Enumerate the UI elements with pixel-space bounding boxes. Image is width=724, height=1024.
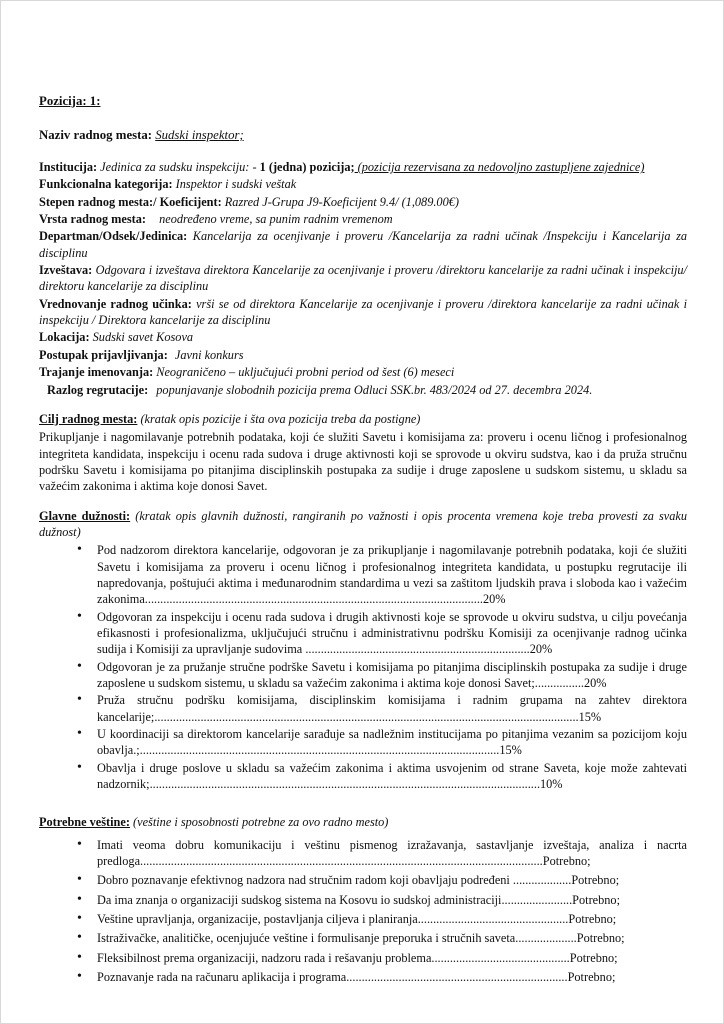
- skills-list: [39, 837, 687, 986]
- purpose-heading: [39, 411, 687, 427]
- position-heading: Pozicija: 1:: [39, 94, 101, 108]
- field-razlog-regrutacije: [39, 382, 687, 398]
- field-institucija-label: Institucija:: [39, 160, 98, 175]
- duties-label: Glavne dužnosti:: [39, 508, 131, 523]
- skills-heading: [39, 814, 687, 830]
- field-stepen-koeficijent-label: Stepen radnog mesta:/ Koeficijent:: [39, 194, 222, 209]
- field-izvestava-label: Izveštava:: [39, 263, 93, 278]
- list-item: • Imati veoma dobru komunikaciju i veštinu pismenog izražavanja, sastavljanje izveštaja, analiza i nacrta predloga...................................................................................................................................Potrebno;: [75, 837, 687, 870]
- list-item: • Poznavanje rada na računaru aplikacija i programa........................................................................Potrebno;: [75, 969, 687, 985]
- field-funkcionalna-kategorija-label: Funkcionalna kategorija:: [39, 177, 173, 192]
- list-item: • Odgovoran za inspekciju i ocenu rada sudova i drugih aktivnosti koje se sprovode u okviru sudstva, u cilju povećanja efikasnosti i profesionalizma, uključujući stručnu i administrativnu podršku Komisiji za ocenjivanje radnog učinka sudija i Komisiji za upravljanje sudovima .........................................................................20%: [75, 609, 687, 658]
- list-item: • U koordinaciji sa direktorom kancelarije sarađuje sa nadležnim institucijama po pitanjima vezanim sa pozicijom koju obavlja.;.....................................................................................................................15%: [75, 726, 687, 759]
- list-item: • Pruža stručnu podršku komisijama, disciplinskim komisijama i radnim grupama na zahtev direktora kancelarije;..........................................................................................................................................15%: [75, 692, 687, 725]
- field-departman-label: Departman/Odsek/Jedinica:: [39, 229, 188, 244]
- list-item: • Veštine upravljanja, organizacije, postavljanja ciljeva i planiranja.................................................Potrebno;: [75, 911, 687, 927]
- field-trajanje-imenovanja-label: Trajanje imenovanja:: [39, 365, 154, 380]
- skills-note: (veštine i sposobnosti potrebne za ovo radno mesto): [133, 815, 389, 830]
- job-title-label: Naziv radnog mesta:: [39, 128, 153, 143]
- purpose-label: Cilj radnog mesta:: [39, 411, 138, 426]
- document-body: [39, 93, 687, 986]
- field-razlog-regrutacije-value: popunjavanje slobodnih pozicija prema Odluci SSK.br. 483/2024 od 27. decembra 2024.: [156, 382, 593, 397]
- field-trajanje-imenovanja-value: Neograničeno – uključujući probni period od šest (6) meseci: [156, 365, 455, 380]
- field-vrednovanje-value: vrši se od direktora Kancelarije za ocenjivanje i proveru /direktora kancelarije za radni učinak i inspekciju / Direktora kancelarije za disciplinu: [39, 296, 687, 328]
- list-item: • Odgovoran je za pružanje stručne podrške Savetu i komisijama po pitanjima disciplinskih postupaka za sudije i druge zaposlene u sudskom sistemu, u skladu sa važećim zakonima i aktima koje donosi Savet;................20%: [75, 659, 687, 692]
- job-title-row: [39, 127, 687, 144]
- field-vrednovanje-label: Vrednovanje radnog učinka:: [39, 296, 192, 311]
- field-postupak-prijavljivanja-value: Javni konkurs: [174, 347, 244, 362]
- purpose-text: Prikupljanje i nagomilavanje potrebnih podataka, koji će služiti Savetu i komisijama za: proveru i ocenu ličnog i profesionalnog integriteta kandidata, inspekciju i ocenu rada sudova i druge aktivnosti koji se sprovode u okviru sudstva, kao i da pruža stručnu podršku Savetu i komisijama po pitanjima disciplinskih postupaka za sudije i druge zaposlene u sudskom sistemu, u skladu sa važećim zakonima i aktima koje donosi Savet.: [39, 430, 687, 494]
- list-item: • Obavlja i druge poslove u skladu sa važećim zakonima i aktima usvojenim od strane Saveta, koje može zahtevati nadzornik;...............................................................................................................................10%: [75, 760, 687, 793]
- field-vrsta-radnog-mesta-value: neodređeno vreme, sa punim radnim vremenom: [159, 212, 393, 227]
- field-postupak-prijavljivanja: [39, 347, 687, 363]
- list-item: • Fleksibilnost prema organizaciji, nadzoru rada i rešavanju problema.............................................Potrebno;: [75, 950, 687, 966]
- field-lokacija: [39, 329, 687, 345]
- field-institucija-value-note: (pozicija rezervisana za nedovoljno zastupljene zajednice): [354, 160, 645, 175]
- field-institucija-value-bold: 1 (jedna) pozicija;: [259, 160, 355, 175]
- field-funkcionalna-kategorija: [39, 176, 687, 192]
- list-item: • Da ima znanja o organizaciji sudskog sistema na Kosovu io sudskoj administraciji.......................Potrebno;: [75, 892, 687, 908]
- field-postupak-prijavljivanja-label: Postupak prijavljivanja:: [39, 347, 168, 362]
- field-razlog-regrutacije-label: Razlog regrutacije:: [47, 382, 149, 397]
- field-vrednovanje: [39, 296, 687, 329]
- field-vrsta-radnog-mesta: [39, 211, 687, 227]
- duties-heading: [39, 508, 687, 541]
- field-lokacija-value: Sudski savet Kosova: [92, 330, 194, 345]
- duties-note: (kratak opis glavnih dužnosti, rangiranih po važnosti i opis procenta vremena koje treba provesti za svaku dužnost): [39, 508, 688, 539]
- field-institucija: [39, 159, 687, 175]
- field-izvestava-value: Odgovara i izveštava direktora Kancelarije za ocenjivanje i proveru /direktoru kancelarije za radni učinak i inspekciju/ direktoru kancelarije za disciplinu: [39, 263, 687, 294]
- skills-label: Potrebne veštine:: [39, 815, 130, 830]
- duties-list: [39, 542, 687, 792]
- field-stepen-koeficijent-value: Razred J-Grupa J9-Koeficijent 9.4/ (1,089.00€): [224, 194, 459, 209]
- field-stepen-koeficijent: [39, 194, 687, 210]
- field-funkcionalna-kategorija-value: Inspektor i sudski veštak: [175, 177, 297, 192]
- list-item: • Istraživačke, analitičke, ocenjujuće veštine i formulisanje preporuka i stručnih saveta....................Potrebno;: [75, 930, 687, 946]
- field-departman-value: Kancelarija za ocenjivanje i proveru /Kancelarija za radni učinak /Inspekciju i Kancelarija za disciplinu: [39, 229, 687, 260]
- list-item: • Pod nadzorom direktora kancelarije, odgovoran je za prikupljanje i nagomilavanje potrebnih podataka, koji će služiti Savetu i komisijama za proveru i ocenu ličnog i profesionalnog integriteta kandidata, u postupku regrutacije ili napredovanja, poštujući aktima i međunarodnim standardima u vezi sa zaštitom ljudskih prava i sloboda kao i važećim zakonima..............................................................................................................20%: [75, 542, 687, 607]
- field-departman: [39, 228, 687, 261]
- list-item: • Dobro poznavanje efektivnog nadzora nad stručnim radom koji obavljaju podređeni ...................Potrebno;: [75, 872, 687, 888]
- field-izvestava: [39, 262, 687, 295]
- purpose-note: (kratak opis pozicije i šta ova pozicija treba da postigne): [140, 411, 421, 426]
- field-vrsta-radnog-mesta-label: Vrsta radnog mesta:: [39, 212, 147, 227]
- job-title-value: Sudski inspektor;: [155, 128, 244, 143]
- field-lokacija-label: Lokacija:: [39, 330, 90, 345]
- field-institucija-value: Jedinica za sudsku inspekciju: -: [100, 160, 260, 175]
- field-trajanje-imenovanja: [39, 364, 687, 380]
